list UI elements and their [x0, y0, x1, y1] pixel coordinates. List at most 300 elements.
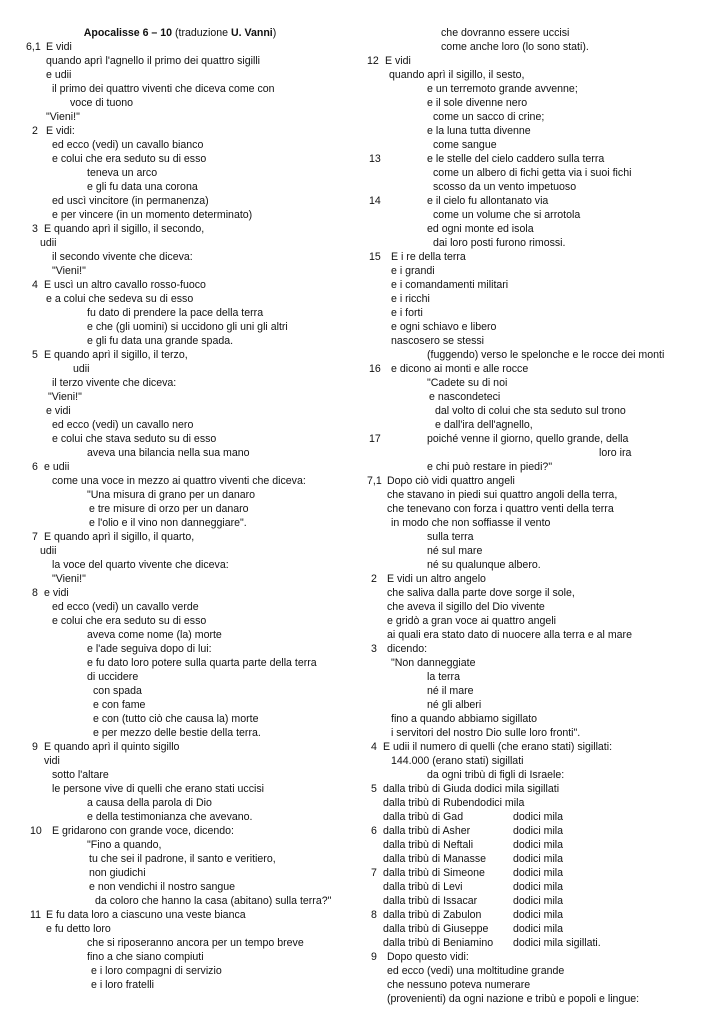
verse-line: [363, 600, 725, 614]
verse-text: dalla tribù di Gad: [383, 811, 464, 823]
verse-line: [363, 516, 725, 530]
verse-line: [0, 586, 360, 600]
verse-line: [0, 740, 360, 754]
verse-text: quando aprì l'agnello il primo dei quattro sigilli: [46, 55, 261, 67]
verse-line: [363, 446, 725, 460]
verse-text: Dopo ciò vidi quattro angeli: [387, 475, 515, 487]
verse-text: che aveva il sigillo del Dio vivente: [387, 601, 545, 613]
verse-number: 6: [32, 461, 38, 473]
verse-text: vidi: [44, 755, 60, 767]
verse-line: [0, 698, 360, 712]
verse-line: [363, 726, 725, 740]
verse-text: e per vincere (in un momento determinato): [52, 209, 253, 221]
verse-line: [363, 740, 725, 754]
verse-text: da coloro che hanno la casa (abitano) sulla terra?": [95, 895, 332, 907]
verse-text: la voce del quarto vivente che diceva:: [52, 559, 229, 571]
verse-number: 6: [371, 825, 377, 837]
verse-text: E fu data loro a ciascuno una veste bianca: [46, 909, 246, 921]
verse-text: (fuggendo) verso le spelonche e le rocce dei monti: [427, 349, 665, 361]
verse-line: [0, 222, 360, 236]
verse-line: [0, 880, 360, 894]
verse-text: e i loro fratelli: [91, 979, 154, 991]
verse-line: [363, 264, 725, 278]
verse-text: ed ecco (vedi) un cavallo nero: [52, 419, 194, 431]
verse-text: nascosero se stessi: [391, 335, 485, 347]
verse-line: [363, 628, 725, 642]
verse-line: [0, 320, 360, 334]
verse-text: e dicono ai monti e alle rocce: [391, 363, 529, 375]
verse-line: [363, 950, 725, 964]
verse-text: teneva un arco: [87, 167, 158, 179]
verse-text: E uscì un altro cavallo rosso-fuoco: [44, 279, 206, 291]
verse-text: e a colui che sedeva su di esso: [46, 293, 194, 305]
verse-text: ed ogni monte ed isola: [427, 223, 534, 235]
verse-line: [363, 488, 725, 502]
verse-number: 7,1: [367, 475, 382, 487]
verse-line: [363, 474, 725, 488]
verse-text: E vidi: [46, 41, 72, 53]
verse-line: [0, 922, 360, 936]
verse-text: E quando aprì il quinto sigillo: [44, 741, 180, 753]
verse-line: [363, 54, 725, 68]
verse-text: loro ira: [599, 447, 632, 459]
verse-number: 10: [30, 825, 42, 837]
verse-line: [0, 754, 360, 768]
verse-line: [0, 782, 360, 796]
verse-text: dalla tribù di Rubendodici mila: [383, 797, 525, 809]
verse-line: [363, 40, 725, 54]
verse-text: dalla tribù di Neftali: [383, 839, 474, 851]
verse-text: dalla tribù di Issacar: [383, 895, 478, 907]
verse-text: E gridarono con grande voce, dicendo:: [52, 825, 234, 837]
verse-text: dalla tribù di Zabulon: [383, 909, 482, 921]
verse-text: "Cadete su di noi: [427, 377, 508, 389]
verse-line: [0, 978, 360, 992]
verse-text: e i forti: [391, 307, 423, 319]
verse-text: e fu detto loro: [46, 923, 111, 935]
verse-text: e un terremoto grande avvenne;: [427, 83, 578, 95]
verse-line: [0, 152, 360, 166]
verse-text: "Non danneggiate: [391, 657, 476, 669]
verse-number: 9: [32, 741, 38, 753]
verse-line: [363, 838, 725, 852]
verse-line: [0, 264, 360, 278]
verse-number: 12: [367, 55, 379, 67]
verse-line: [363, 166, 725, 180]
verse-text: "Vieni!": [48, 391, 82, 403]
verse-line: [0, 418, 360, 432]
verse-line: [363, 418, 725, 432]
verse-number: 3: [371, 643, 377, 655]
verse-number: 6,1: [26, 41, 41, 53]
verse-line: [363, 796, 725, 810]
tribe-count: dodici mila sigillati.: [513, 937, 601, 949]
verse-text: e colui che stava seduto su di esso: [52, 433, 217, 445]
verse-text: a causa della parola di Dio: [87, 797, 212, 809]
verse-line: [0, 628, 360, 642]
verse-text: né gli alberi: [427, 699, 482, 711]
verse-number: 11: [30, 909, 41, 921]
verse-text: il terzo vivente che diceva:: [52, 377, 177, 389]
verse-text: "Vieni!": [46, 111, 80, 123]
verse-text: e ogni schiavo e libero: [391, 321, 497, 333]
verse-line: [363, 810, 725, 824]
verse-line: [0, 446, 360, 460]
verse-line: [0, 432, 360, 446]
verse-text: dalla tribù di Levi: [383, 881, 463, 893]
verse-line: [363, 978, 725, 992]
verse-text: che dovranno essere uccisi: [441, 27, 570, 39]
verse-text: ai quali era stato dato di nuocere alla terra e al mare: [387, 629, 632, 641]
verse-text: E quando aprì il sigillo, il secondo,: [44, 223, 205, 235]
verse-text: di uccidere: [87, 671, 139, 683]
verse-line: [0, 488, 360, 502]
verse-text: in modo che non soffiasse il vento: [391, 517, 551, 529]
verse-number: 5: [371, 783, 377, 795]
tribe-count: dodici mila: [513, 839, 564, 851]
verse-line: [0, 964, 360, 978]
verse-text: (provenienti) da ogni nazione e tribù e popoli e lingue:: [387, 993, 640, 1005]
verse-number: 8: [371, 909, 377, 921]
verse-text: 144.000 (erano stati) sigillati: [391, 755, 524, 767]
verse-line: [363, 96, 725, 110]
verse-line: [363, 236, 725, 250]
verse-text: "Vieni!": [52, 265, 86, 277]
verse-text: né il mare: [427, 685, 474, 697]
verse-text: udii: [73, 363, 90, 375]
verse-text: dalla tribù di Manasse: [383, 853, 487, 865]
verse-text: "Fino a quando,: [87, 839, 162, 851]
verse-line: [363, 334, 725, 348]
verse-text: il primo dei quattro viventi che diceva come con: [52, 83, 275, 95]
verse-line: [0, 558, 360, 572]
verse-text: e chi può restare in piedi?": [427, 461, 553, 473]
verse-text: dalla tribù di Beniamino: [383, 937, 494, 949]
right-column: [363, 26, 725, 1006]
verse-text: e gridò a gran voce ai quattro angeli: [387, 615, 557, 627]
verse-text: che si riposeranno ancora per un tempo breve: [87, 937, 304, 949]
verse-line: [363, 250, 725, 264]
verse-number: 7: [32, 531, 38, 543]
verse-text: che stavano in piedi sui quattro angoli della terra,: [387, 489, 618, 501]
verse-text: e nascondeteci: [429, 391, 501, 403]
verse-line: [0, 684, 360, 698]
verse-text: ed uscì vincitore (in permanenza): [52, 195, 209, 207]
verse-line: [0, 908, 360, 922]
verse-line: [0, 726, 360, 740]
title-translation-prefix: (traduzione: [172, 27, 231, 39]
verse-line: [0, 530, 360, 544]
verse-line: [363, 586, 725, 600]
verse-text: e i grandi: [391, 265, 435, 277]
verse-text: come un sacco di crine;: [433, 111, 545, 123]
verse-text: ed ecco (vedi) una moltitudine grande: [387, 965, 565, 977]
verse-line: [0, 894, 360, 908]
verse-line: [0, 936, 360, 950]
verse-text: la terra: [427, 671, 460, 683]
verse-line: [0, 852, 360, 866]
verse-number: 14: [369, 195, 381, 207]
verse-text: udii: [40, 545, 57, 557]
verse-text: come un volume che si arrotola: [433, 209, 581, 221]
verse-line: [363, 880, 725, 894]
verse-text: "Una misura di grano per un danaro: [87, 489, 256, 501]
title-close-paren: ): [272, 27, 277, 39]
verse-line: [363, 670, 725, 684]
verse-text: dicendo:: [387, 643, 428, 655]
verse-line: [363, 936, 725, 950]
verse-line: [363, 180, 725, 194]
verse-line: [363, 558, 725, 572]
verse-line: [0, 768, 360, 782]
verse-line: [0, 656, 360, 670]
verse-number: 2: [32, 125, 38, 137]
verse-line: [363, 194, 725, 208]
verse-line: [363, 908, 725, 922]
verse-text: E quando aprì il sigillo, il quarto,: [44, 531, 195, 543]
verse-line: [0, 334, 360, 348]
verse-line: [363, 432, 725, 446]
verse-text: e dall'ira dell'agnello,: [435, 419, 533, 431]
tribe-count: dodici mila: [513, 909, 564, 921]
verse-text: aveva come nome (la) morte: [87, 629, 222, 641]
verse-text: fino a quando abbiamo sigillato: [391, 713, 538, 725]
verse-line: [0, 824, 360, 838]
verse-text: come sangue: [433, 139, 497, 151]
verse-line: [363, 698, 725, 712]
verse-line: [363, 572, 725, 586]
verse-text: non giudichi: [89, 867, 146, 879]
verse-number: 3: [32, 223, 38, 235]
verse-text: e gli fu data una grande spada.: [87, 335, 234, 347]
verse-line: [363, 278, 725, 292]
verse-line: [0, 180, 360, 194]
verse-line: [0, 236, 360, 250]
verse-line: [0, 866, 360, 880]
verse-line: [0, 838, 360, 852]
verse-line: [0, 516, 360, 530]
verse-number: 13: [369, 153, 381, 165]
verse-line: [0, 96, 360, 110]
verse-text: né su qualunque albero.: [427, 559, 541, 571]
verse-line: [363, 68, 725, 82]
verse-line: [0, 670, 360, 684]
verse-text: E quando aprì il sigillo, il terzo,: [44, 349, 188, 361]
verse-text: E vidi:: [46, 125, 75, 137]
verse-text: e gli fu data una corona: [87, 181, 198, 193]
verse-text: e non vendichi il nostro sangue: [89, 881, 236, 893]
verse-line: [363, 292, 725, 306]
verse-text: e vidi: [44, 587, 69, 599]
verse-line: [363, 222, 725, 236]
verse-line: [0, 474, 360, 488]
verse-text: poiché venne il giorno, quello grande, della: [427, 433, 629, 445]
verse-text: e il cielo fu allontanato via: [427, 195, 549, 207]
verse-line: [363, 26, 725, 40]
verse-line: [363, 852, 725, 866]
verse-text: udii: [40, 237, 57, 249]
verse-line: [0, 600, 360, 614]
verse-text: e per mezzo delle bestie della terra.: [93, 727, 261, 739]
verse-line: [0, 292, 360, 306]
verse-text: e i ricchi: [391, 293, 430, 305]
verse-line: [363, 390, 725, 404]
verse-text: e i comandamenti militari: [391, 279, 509, 291]
verse-line: [0, 250, 360, 264]
verse-line: [0, 194, 360, 208]
verse-text: fu dato di prendere la pace della terra: [87, 307, 264, 319]
verse-number: 17: [369, 433, 381, 445]
verse-text: con spada: [93, 685, 142, 697]
verse-number: 9: [371, 951, 377, 963]
verse-line: [0, 502, 360, 516]
verse-text: Dopo questo vidi:: [387, 951, 469, 963]
verse-text: che tenevano con forza i quattro venti della terra: [387, 503, 614, 515]
verse-text: che saliva dalla parte dove sorge il sole,: [387, 587, 575, 599]
verse-text: sotto l'altare: [52, 769, 109, 781]
verse-text: e vidi: [46, 405, 71, 417]
verse-text: dalla tribù di Giuseppe: [383, 923, 489, 935]
verse-text: né sul mare: [427, 545, 483, 557]
verse-line: [363, 530, 725, 544]
tribe-count: dodici mila: [513, 825, 564, 837]
verse-number: 4: [32, 279, 38, 291]
verse-text: e colui che era seduto su di esso: [52, 615, 207, 627]
verse-line: [363, 376, 725, 390]
verse-line: [0, 68, 360, 82]
verse-text: da ogni tribù di figli di Israele:: [427, 769, 565, 781]
verse-text: dai loro posti furono rimossi.: [433, 237, 566, 249]
tribe-count: dodici mila: [513, 881, 564, 893]
verse-text: scosso da un vento impetuoso: [433, 181, 577, 193]
verse-number: 2: [371, 573, 377, 585]
verse-line: [0, 124, 360, 138]
verse-text: e con (tutto ciò che causa la) morte: [93, 713, 259, 725]
verse-line: [0, 404, 360, 418]
verse-line: [0, 544, 360, 558]
verse-line: [363, 684, 725, 698]
verse-line: [0, 376, 360, 390]
verse-text: sulla terra: [427, 531, 474, 543]
verse-text: ed ecco (vedi) un cavallo verde: [52, 601, 199, 613]
verse-text: e tre misure di orzo per un danaro: [89, 503, 249, 515]
verse-line: [363, 460, 725, 474]
verse-line: [363, 712, 725, 726]
verse-text: e l'olio e il vino non danneggiare".: [89, 517, 247, 529]
verse-text: fino a che siano compiuti: [87, 951, 204, 963]
verse-line: [363, 138, 725, 152]
verse-text: come una voce in mezzo ai quattro viventi che diceva:: [52, 475, 306, 487]
verse-text: dal volto di colui che sta seduto sul trono: [435, 405, 626, 417]
verse-text: e udii: [46, 69, 72, 81]
verse-line: [363, 362, 725, 376]
verse-line: [0, 26, 360, 40]
verse-text: E udii il numero di quelli (che erano stati) sigillati:: [383, 741, 613, 753]
verse-number: 7: [371, 867, 377, 879]
verse-line: [363, 208, 725, 222]
verse-line: [0, 166, 360, 180]
verse-text: come un albero di fichi getta via i suoi fichi: [433, 167, 632, 179]
verse-line: [0, 950, 360, 964]
verse-number: 15: [369, 251, 381, 263]
verse-text: dalla tribù di Asher: [383, 825, 471, 837]
verse-line: [0, 390, 360, 404]
verse-line: [0, 278, 360, 292]
verse-line: [0, 54, 360, 68]
verse-text: E vidi un altro angelo: [387, 573, 486, 585]
verse-text: il secondo vivente che diceva:: [52, 251, 193, 263]
verse-text: le persone vive di quelli che erano stati uccisi: [52, 783, 264, 795]
verse-number: 5: [32, 349, 38, 361]
verse-line: [363, 404, 725, 418]
verse-line: [363, 320, 725, 334]
left-column: [0, 26, 360, 992]
verse-text: e il sole divenne nero: [427, 97, 528, 109]
verse-text: aveva una bilancia nella sua mano: [87, 447, 250, 459]
verse-line: [0, 110, 360, 124]
verse-text: e che (gli uomini) si uccidono gli uni gli altri: [87, 321, 288, 333]
verse-line: [363, 124, 725, 138]
verse-line: [0, 810, 360, 824]
verse-text: voce di tuono: [70, 97, 134, 109]
verse-text: che nessuno poteva numerare: [387, 979, 531, 991]
verse-line: [363, 152, 725, 166]
verse-line: [0, 614, 360, 628]
verse-text: ed ecco (vedi) un cavallo bianco: [52, 139, 204, 151]
verse-line: [0, 796, 360, 810]
verse-line: [0, 208, 360, 222]
verse-line: [363, 110, 725, 124]
verse-text: E i re della terra: [391, 251, 466, 263]
verse-line: [363, 782, 725, 796]
tribe-count: dodici mila: [513, 853, 564, 865]
verse-text: e colui che era seduto su di esso: [52, 153, 207, 165]
verse-text: e la luna tutta divenne: [427, 125, 531, 137]
verse-line: [0, 642, 360, 656]
verse-line: [363, 306, 725, 320]
verse-line: [363, 642, 725, 656]
title-book: Apocalisse 6 – 10: [83, 27, 173, 39]
tribe-count: dodici mila: [513, 867, 564, 879]
verse-line: [363, 502, 725, 516]
verse-line: [0, 572, 360, 586]
tribe-count: dodici mila: [513, 811, 564, 823]
verse-text: dalla tribù di Giuda dodici mila sigillati: [383, 783, 560, 795]
verse-line: [0, 712, 360, 726]
verse-line: [363, 964, 725, 978]
verse-text: E vidi: [385, 55, 411, 67]
verse-text: e i loro compagni di servizio: [91, 965, 222, 977]
verse-line: [363, 894, 725, 908]
verse-line: [363, 614, 725, 628]
verse-text: e con fame: [93, 699, 146, 711]
verse-line: [363, 768, 725, 782]
verse-text: dalla tribù di Simeone: [383, 867, 485, 879]
verse-line: [0, 460, 360, 474]
verse-text: come anche loro (lo sono stati).: [441, 41, 589, 53]
verse-text: tu che sei il padrone, il santo e veritiero,: [89, 853, 276, 865]
title-translator: U. Vanni: [230, 27, 273, 39]
verse-line: [363, 544, 725, 558]
verse-text: "Vieni!": [52, 573, 86, 585]
verse-number: 8: [32, 587, 38, 599]
verse-number: 4: [371, 741, 377, 753]
verse-text: quando aprì il sigillo, il sesto,: [389, 69, 525, 81]
verse-line: [0, 138, 360, 152]
verse-line: [0, 362, 360, 376]
verse-text: e l'ade seguiva dopo di lui:: [87, 643, 212, 655]
verse-line: [0, 40, 360, 54]
